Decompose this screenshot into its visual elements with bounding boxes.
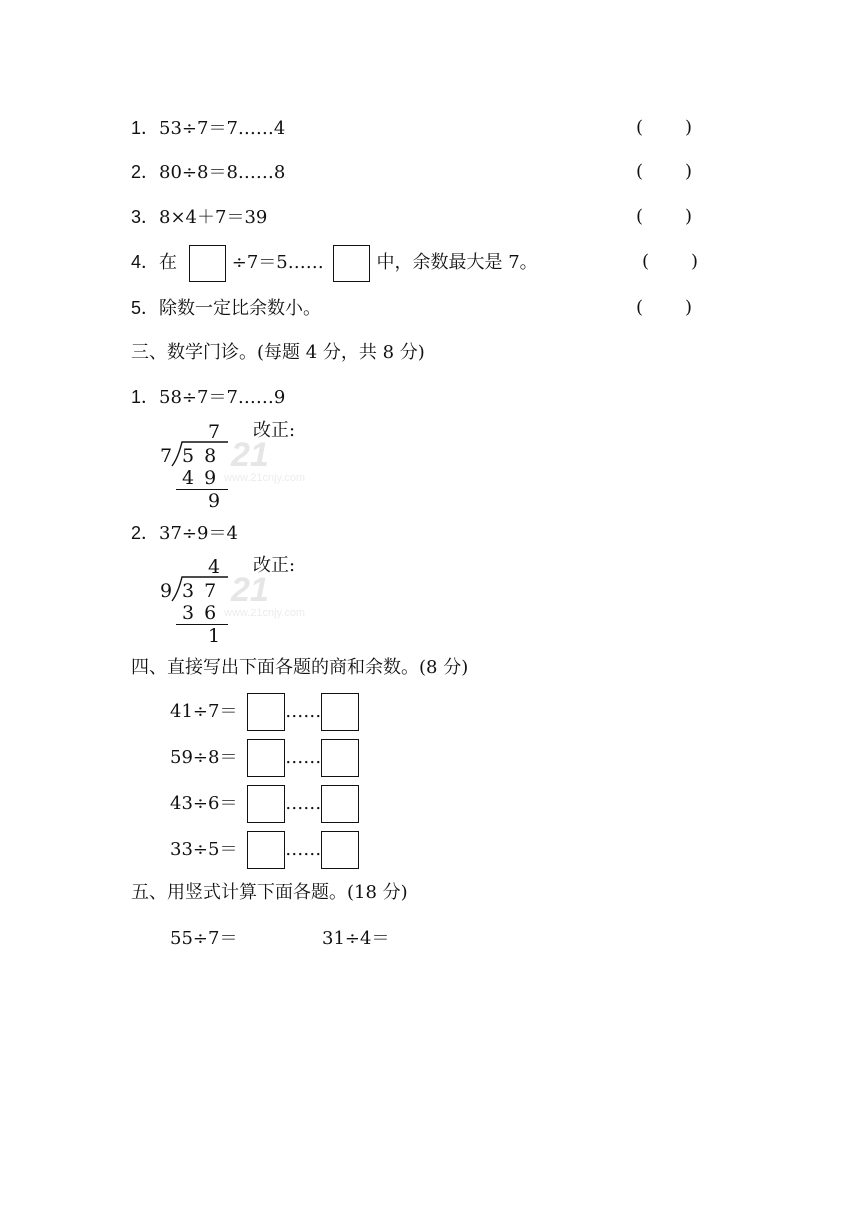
judge-item-4 <box>131 243 538 282</box>
ellipsis: …… <box>285 839 322 860</box>
judge-item-1 <box>131 117 285 140</box>
quick-calc-row-4 <box>170 830 359 870</box>
quotient-box[interactable] <box>247 831 285 869</box>
section3-problem-1 <box>131 386 285 409</box>
blank-box-remainder[interactable] <box>333 245 370 282</box>
problem-text: 58÷7＝7……9 <box>159 387 286 408</box>
quick-calc-row-2 <box>170 738 359 778</box>
product: 3 6 <box>182 602 219 624</box>
vertical-calc-expr-2: 31÷4＝ <box>322 928 390 949</box>
quotient-box[interactable] <box>247 693 285 731</box>
expression: 43÷6＝ <box>170 793 238 814</box>
section4-title: 四、直接写出下面各题的商和余数。(8 分) <box>131 657 469 678</box>
watermark-url: www.21cnjy.com <box>224 472 306 484</box>
divisor: 7 <box>160 445 173 467</box>
item-text: 53÷7＝7……4 <box>159 118 286 139</box>
dividend: 5 8 <box>182 445 219 467</box>
judge-item-5 <box>131 297 321 320</box>
expression: 33÷5＝ <box>170 839 238 860</box>
product: 4 9 <box>182 467 219 489</box>
section3-title: 三、数学门诊。(每题 4 分，共 8 分) <box>131 342 425 363</box>
remainder-box[interactable] <box>321 785 359 823</box>
remainder: 9 <box>208 490 221 512</box>
ellipsis: …… <box>285 701 322 722</box>
item-number: 3． <box>131 207 160 227</box>
item-number: 4． <box>131 252 160 272</box>
quotient-box[interactable] <box>247 785 285 823</box>
remainder: 1 <box>208 625 221 647</box>
item-text-pre: 在 <box>159 252 178 273</box>
quick-calc-row-1 <box>170 692 359 732</box>
watermark-logo: 21 <box>231 436 269 474</box>
blank-box-dividend[interactable] <box>189 245 226 282</box>
item-text: 8×4＋7＝39 <box>159 207 268 228</box>
item-text-mid: ÷7＝5…… <box>231 252 324 273</box>
subtraction-line <box>176 489 228 490</box>
section3-problem-2 <box>131 522 238 545</box>
correction-label-2: 改正: <box>253 555 296 576</box>
ellipsis: …… <box>285 793 322 814</box>
watermark-logo: 21 <box>231 571 269 609</box>
remainder-box[interactable] <box>321 693 359 731</box>
judge-item-3 <box>131 206 267 229</box>
dividend: 3 7 <box>182 580 219 602</box>
correction-label-1: 改正: <box>253 420 296 441</box>
watermark-url: www.21cnjy.com <box>224 607 306 619</box>
quick-calc-row-3 <box>170 784 359 824</box>
ellipsis: …… <box>285 747 322 768</box>
quotient: 7 <box>208 421 221 443</box>
item-text-post: 中，余数最大是 7。 <box>376 252 538 273</box>
divisor: 9 <box>160 580 173 602</box>
subtraction-line <box>176 624 228 625</box>
vertical-calc-expr-1: 55÷7＝ <box>170 928 238 949</box>
expression: 59÷8＝ <box>170 747 238 768</box>
item-text: 除数一定比余数小。 <box>159 298 322 319</box>
judge-item-2 <box>131 161 285 184</box>
item-number: 5． <box>131 298 160 318</box>
problem-number: 2． <box>131 523 160 543</box>
item-number: 2． <box>131 162 160 182</box>
problem-number: 1． <box>131 387 160 407</box>
item-number: 1． <box>131 118 160 138</box>
remainder-box[interactable] <box>321 831 359 869</box>
item-text: 80÷8＝8……8 <box>159 162 286 183</box>
quotient: 4 <box>208 556 221 578</box>
remainder-box[interactable] <box>321 739 359 777</box>
section5-title: 五、用竖式计算下面各题。(18 分) <box>131 882 408 903</box>
problem-text: 37÷9＝4 <box>159 523 238 544</box>
quotient-box[interactable] <box>247 739 285 777</box>
expression: 41÷7＝ <box>170 701 238 722</box>
